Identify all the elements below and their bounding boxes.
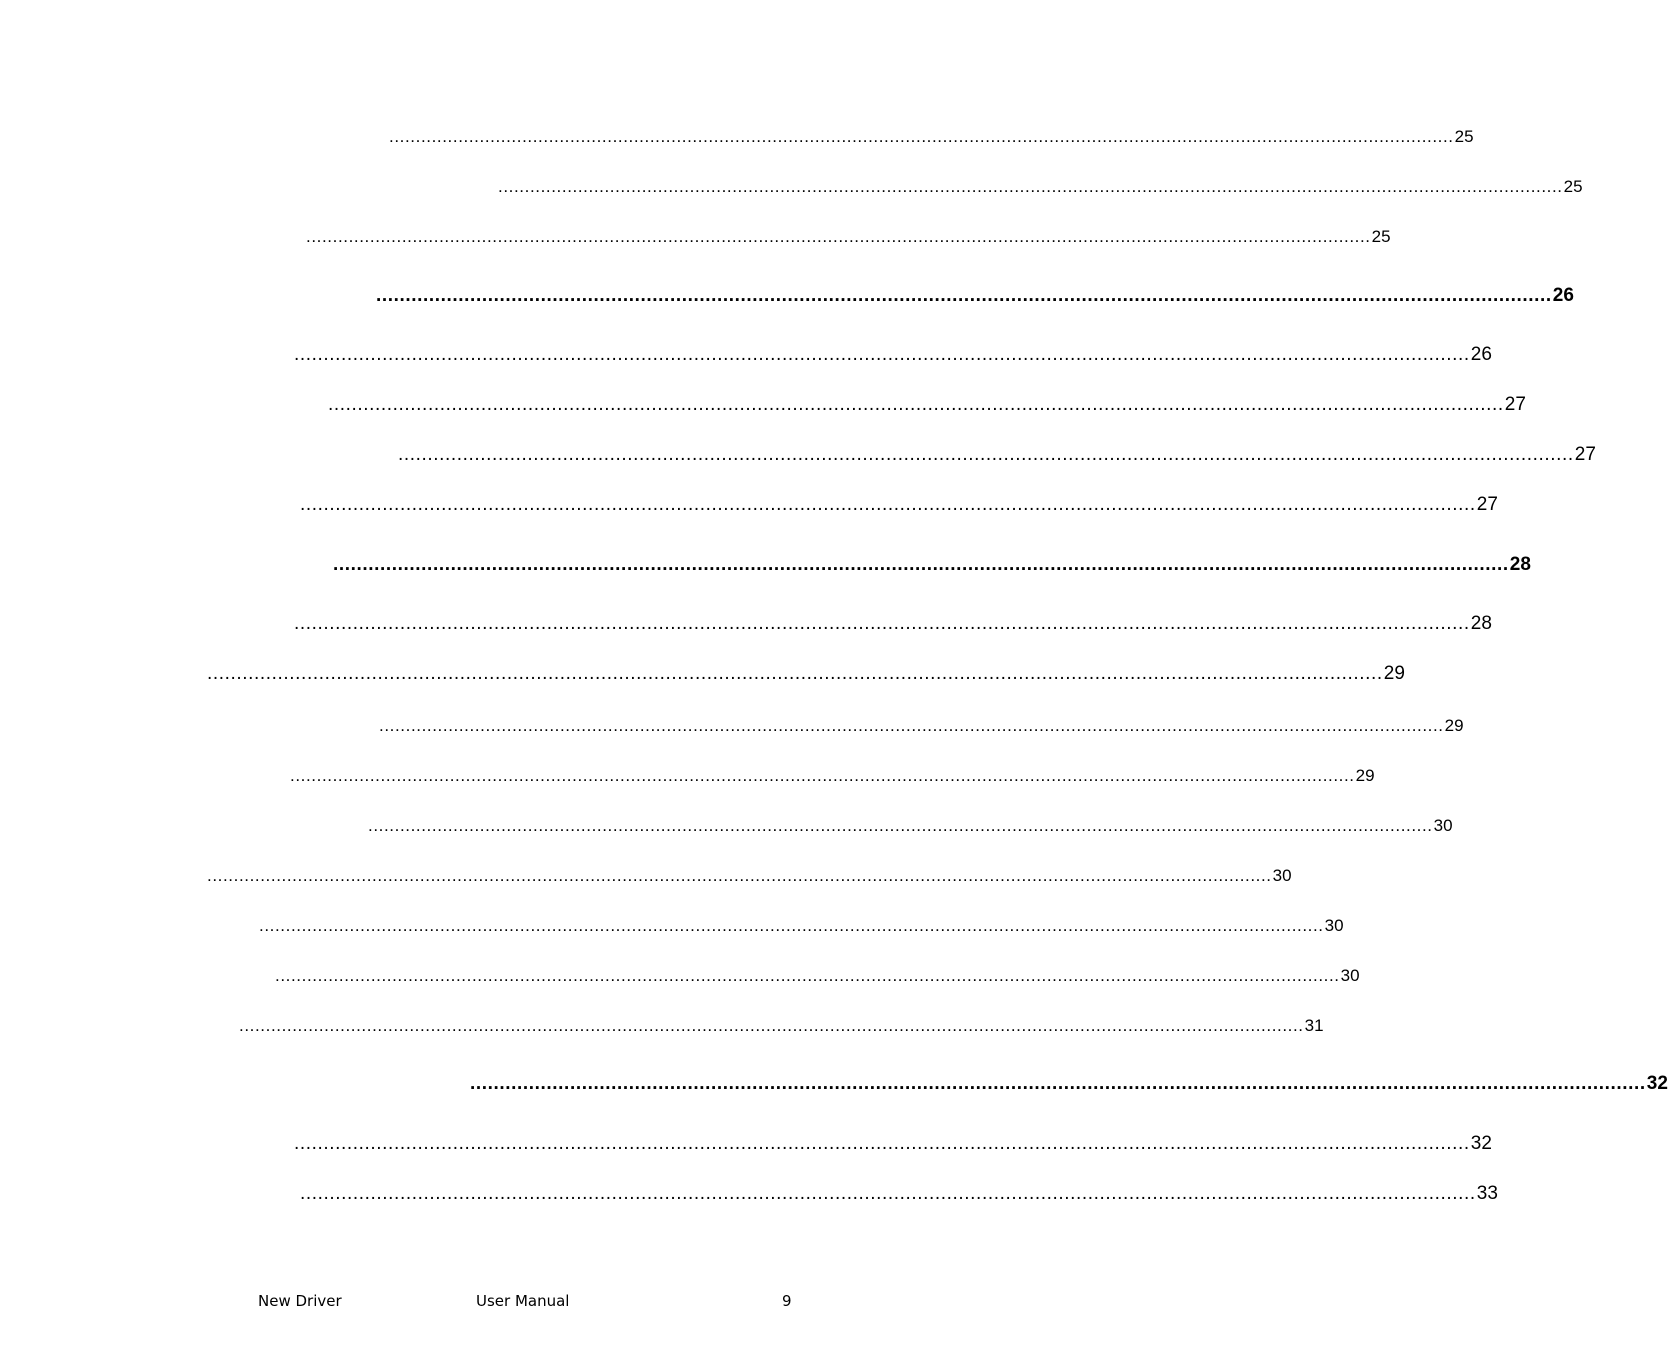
toc-page-number: 33: [1476, 1183, 1498, 1204]
toc-section-entry[interactable]: [376, 283, 1574, 307]
toc-entry[interactable]: [300, 492, 1498, 516]
dot-leader: ........................................................................................................................................................................................................: [294, 613, 1470, 634]
toc-entry[interactable]: [306, 223, 1391, 247]
toc-entry[interactable]: [379, 712, 1464, 736]
toc-page-number: 32: [1470, 1133, 1492, 1154]
toc-page-number: 29: [1383, 663, 1405, 684]
dot-leader: ........................................................................................................................................................................................................: [379, 716, 1444, 735]
dot-leader: ........................................................................................................................................................................................................: [333, 554, 1509, 575]
toc-entry[interactable]: [239, 1012, 1324, 1036]
dot-leader: ........................................................................................................................................................................................................: [290, 766, 1355, 785]
dot-leader: ........................................................................................................................................................................................................: [300, 1183, 1476, 1204]
dot-leader: ........................................................................................................................................................................................................: [470, 1073, 1646, 1094]
toc-page-number: 26: [1470, 344, 1492, 365]
toc-page-number: 32: [1646, 1073, 1668, 1094]
footer-center-text: User Manual: [476, 1292, 570, 1310]
toc-page-number: 30: [1433, 816, 1453, 835]
toc-entry[interactable]: [498, 173, 1583, 197]
toc-page-number: 27: [1476, 494, 1498, 515]
toc-entry[interactable]: [294, 1131, 1492, 1155]
dot-leader: ........................................................................................................................................................................................................: [294, 1133, 1470, 1154]
toc-section-entry[interactable]: [333, 552, 1531, 576]
toc-page-number: 30: [1324, 916, 1344, 935]
dot-leader: ........................................................................................................................................................................................................: [207, 663, 1383, 684]
toc-entry[interactable]: [368, 812, 1453, 836]
dot-leader: ........................................................................................................................................................................................................: [328, 394, 1504, 415]
dot-leader: ........................................................................................................................................................................................................: [259, 916, 1324, 935]
toc-entry[interactable]: [294, 342, 1492, 366]
dot-leader: ........................................................................................................................................................................................................: [207, 866, 1272, 885]
toc-entry[interactable]: [328, 392, 1526, 416]
dot-leader: ........................................................................................................................................................................................................: [368, 816, 1433, 835]
toc-page-number: 29: [1355, 766, 1375, 785]
dot-leader: ........................................................................................................................................................................................................: [300, 494, 1476, 515]
toc-page-number: 29: [1444, 716, 1464, 735]
toc-entry[interactable]: [389, 123, 1474, 147]
toc-page-number: 27: [1574, 444, 1596, 465]
footer-left-text: New Driver: [258, 1292, 342, 1310]
toc-page-number: 31: [1304, 1016, 1324, 1035]
toc-entry[interactable]: [275, 962, 1360, 986]
toc-entry[interactable]: [294, 611, 1492, 635]
dot-leader: ........................................................................................................................................................................................................: [389, 127, 1454, 146]
dot-leader: ........................................................................................................................................................................................................: [498, 177, 1563, 196]
toc-page-number: 28: [1470, 613, 1492, 634]
toc-page-number: 25: [1371, 227, 1391, 246]
toc-page-number: 25: [1563, 177, 1583, 196]
toc-page-number: 30: [1340, 966, 1360, 985]
dot-leader: ........................................................................................................................................................................................................: [294, 344, 1470, 365]
toc-page-number: 28: [1509, 554, 1531, 575]
dot-leader: ........................................................................................................................................................................................................: [398, 444, 1574, 465]
toc-entry[interactable]: [290, 762, 1375, 786]
toc-page-number: 27: [1504, 394, 1526, 415]
toc-page-number: 30: [1272, 866, 1292, 885]
toc-entry[interactable]: [207, 862, 1292, 886]
toc-page-number: 25: [1454, 127, 1474, 146]
dot-leader: ........................................................................................................................................................................................................: [376, 285, 1552, 306]
dot-leader: ........................................................................................................................................................................................................: [275, 966, 1340, 985]
toc-entry[interactable]: [300, 1181, 1498, 1205]
toc-section-entry[interactable]: [470, 1071, 1668, 1095]
toc-entry[interactable]: [259, 912, 1344, 936]
dot-leader: ........................................................................................................................................................................................................: [306, 227, 1371, 246]
toc-entry[interactable]: [398, 442, 1596, 466]
toc-page-number: 26: [1552, 285, 1574, 306]
toc-entry[interactable]: [207, 661, 1405, 685]
dot-leader: ........................................................................................................................................................................................................: [239, 1016, 1304, 1035]
footer-page-number: 9: [782, 1292, 792, 1310]
